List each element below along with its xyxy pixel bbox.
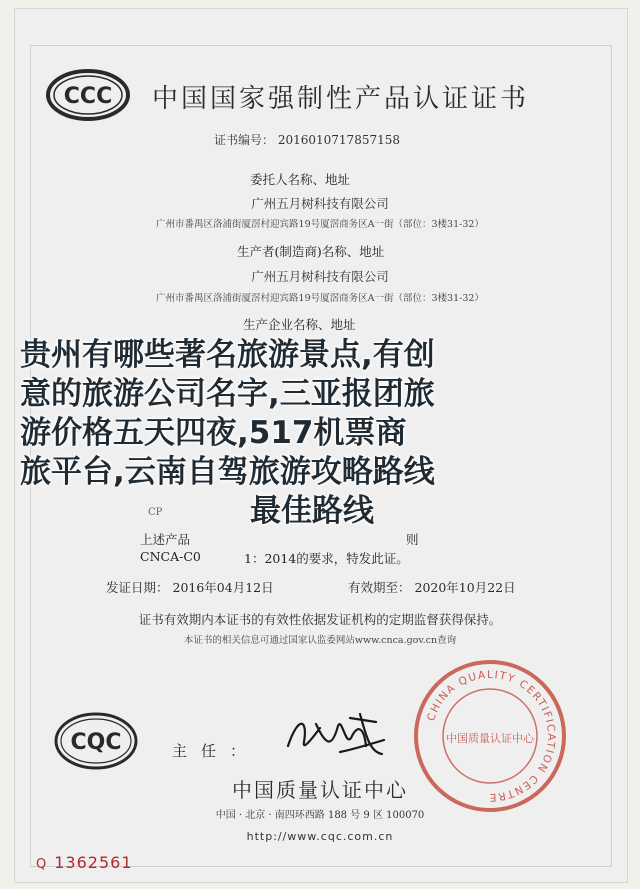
- factory-label: 生产企业名称、地址: [243, 317, 356, 332]
- cert-number-row: [214, 131, 400, 148]
- director-label: 主任：: [172, 742, 260, 760]
- manufacturer-label: 生产者(制造商)名称、地址: [237, 244, 385, 259]
- cqc-logo-icon: [52, 710, 140, 772]
- ccc-logo-icon: [44, 68, 132, 122]
- rule-code-right: 1：2014的要求，特发此证。: [244, 551, 409, 566]
- director-signature: [280, 706, 390, 764]
- expiry-date: 2020年10月22日: [414, 580, 516, 595]
- seal-chinese-text: 中国质量认证中心: [446, 732, 534, 745]
- expiry-date-row: [348, 578, 516, 596]
- manufacturer-name: 广州五月树科技有限公司: [251, 269, 389, 284]
- applicant-label: 委托人名称、地址: [250, 172, 351, 187]
- cqc-logo-text: CQC: [70, 730, 122, 755]
- seal-english-text: CHINA QUALITY CERTIFICATION CENTRE: [425, 668, 558, 804]
- manufacturer-address: 广州市番禺区洛浦街厦滘村迎宾路19号厦滘商务区A一街（部位：3楼31-32）: [156, 293, 484, 304]
- applicant-address: 广州市番禺区洛浦街厦滘村迎宾路19号厦滘商务区A一街（部位：3楼31-32）: [156, 219, 484, 230]
- applicant-name: 广州五月树科技有限公司: [251, 196, 389, 211]
- certificate-title: 中国国家强制性产品认证证书: [152, 84, 530, 114]
- certification-seal: [412, 658, 568, 814]
- overlay-line-4: 旅平台,云南自驾旅游攻略路线: [20, 454, 435, 490]
- issue-date-label: 发证日期：: [106, 580, 169, 595]
- serial-number-row: [36, 853, 133, 872]
- issue-date: 2016年04月12日: [172, 580, 274, 595]
- overlay-line-1: 贵州有哪些著名旅游景点,有创: [20, 337, 435, 373]
- issue-date-row: [106, 578, 274, 596]
- ccc-logo-text: CCC: [63, 84, 113, 109]
- serial-number: 1362561: [54, 853, 133, 872]
- rule-code: CNCA-C0: [140, 549, 201, 564]
- overlay-line-5: 最佳路线: [250, 493, 374, 529]
- overlay-line-2: 意的旅游公司名字,三亚报团旅: [20, 376, 435, 412]
- serial-prefix: Q: [36, 857, 47, 872]
- validity-note: 证书有效期内本证书的有效性依据发证机构的定期监督获得保持。: [138, 612, 502, 627]
- query-note: 本证书的相关信息可通过国家认监委网站www.cnca.gov.cn查询: [183, 635, 457, 646]
- cert-number: 2016010717857158: [277, 133, 400, 147]
- rule-fragment: 上述产品: [140, 532, 191, 547]
- overlay-line-3: 游价格五天四夜,517机票商: [20, 415, 407, 451]
- issuing-center-name: 中国质量认证中心: [232, 778, 408, 802]
- issuing-center-website: http://www.cqc.com.cn: [246, 830, 394, 843]
- expiry-date-label: 有效期至：: [348, 580, 411, 595]
- standard-fragment: CP: [148, 507, 163, 518]
- rule-fragment-right: 则: [406, 532, 419, 547]
- cert-number-label: 证书编号：: [214, 133, 275, 147]
- overlay-headline: [20, 336, 620, 531]
- issuing-center-address: 中国 · 北京 · 南四环西路 188 号 9 区 100070: [215, 810, 425, 821]
